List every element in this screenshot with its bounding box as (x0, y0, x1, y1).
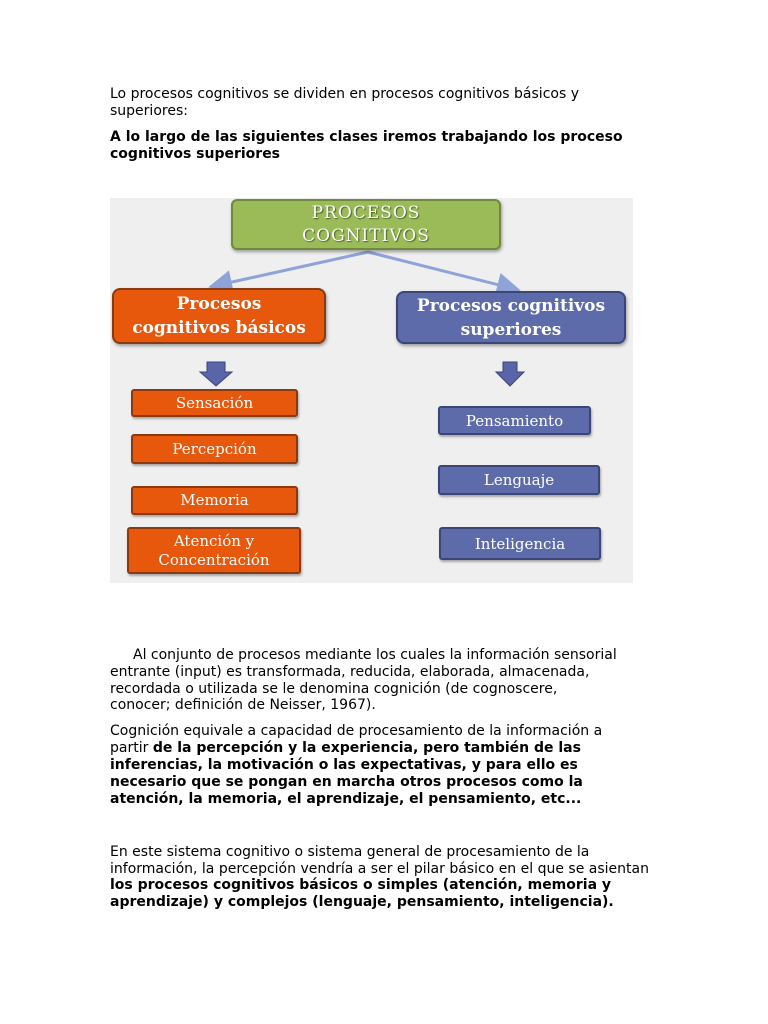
item-inteligencia (439, 527, 601, 560)
heading-line-1: A lo largo de las siguientes clases iremos trabajando los proceso (110, 129, 623, 145)
item-pensamiento (438, 406, 591, 435)
root-line-2: COGNITIVOS (302, 225, 430, 246)
para3-line-1: En este sistema cognitivo o sistema general de procesamiento de la (110, 844, 590, 860)
root-box (231, 199, 501, 250)
item-lenguaje-label: Lenguaje (483, 471, 555, 489)
para3-line-2: información, la percepción vendría a ser el pilar básico en el que se asientan (110, 861, 649, 877)
para1-line-1: Al conjunto de procesos mediante los cuales la información sensorial (133, 647, 617, 663)
superior-processes-box (396, 291, 626, 344)
item-atencion-line-2: Concentración (158, 550, 270, 569)
basic-processes-box (112, 288, 326, 344)
cognitive-processes-diagram (110, 198, 633, 583)
item-lenguaje (438, 465, 600, 495)
para2-line-2 (110, 740, 581, 757)
para3-line-4: aprendizaje) y complejos (lenguaje, pensamiento, inteligencia). (110, 894, 614, 910)
item-memoria (131, 486, 298, 515)
para2-line-4: necesario que se pongan en marcha otros procesos como la (110, 774, 583, 790)
root-line-1: PROCESOS (311, 202, 421, 223)
item-atencion (127, 527, 301, 574)
para1-line-2: entrante (input) es transformada, reducida, elaborada, almacenada, (110, 664, 590, 680)
intro-line-1: Lo procesos cognitivos se dividen en procesos cognitivos básicos y (110, 86, 579, 102)
item-memoria-label: Memoria (180, 491, 249, 509)
para2-line-3: inferencias, la motivación o las expectativas, y para ello es (110, 757, 578, 773)
item-sensacion-label: Sensación (175, 393, 254, 412)
para2-line-2-bold: de la percepción y la experiencia, pero también de las (152, 740, 581, 756)
intro-line-2: superiores: (110, 103, 188, 119)
item-pensamiento-label: Pensamiento (465, 411, 564, 430)
item-atencion-line-1: Atención y (173, 531, 255, 550)
item-inteligencia-label: Inteligencia (474, 534, 566, 553)
item-percepcion (131, 434, 298, 464)
item-sensacion (131, 389, 298, 417)
heading-line-2: cognitivos superiores (110, 146, 281, 162)
down-arrow-right-icon (496, 362, 524, 386)
basic-title-line-2: cognitivos básicos (132, 318, 306, 338)
connector-right (368, 252, 515, 289)
superior-title-line-2: superiores (460, 319, 562, 340)
para2-line-1: Cognición equivale a capacidad de procesamiento de la información a (110, 723, 603, 739)
para1-line-4: conocer; definición de Neisser, 1967). (110, 697, 376, 713)
connector-left (214, 252, 368, 286)
para3-line-3: los procesos cognitivos básicos o simples (atención, memoria y (110, 877, 612, 893)
down-arrow-left-icon (200, 362, 232, 386)
superior-title-line-1: Procesos cognitivos (416, 295, 606, 316)
basic-title-line-1: Procesos (176, 294, 262, 314)
item-percepcion-label: Percepción (172, 439, 257, 458)
para1-line-3: recordada o utilizada se le denomina cognición (de cognoscere, (110, 681, 558, 697)
para2-line-2-normal: partir (110, 740, 153, 756)
para2-line-5: atención, la memoria, el aprendizaje, el pensamiento, etc... (110, 791, 582, 807)
